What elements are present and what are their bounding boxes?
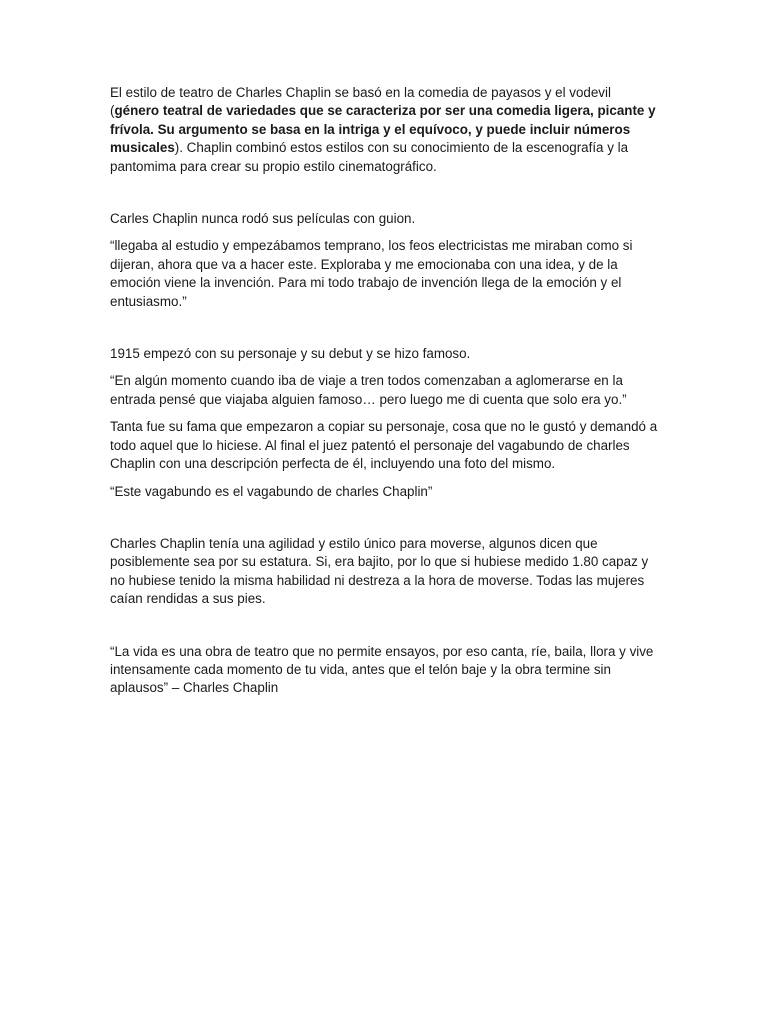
paragraph-chaplin-style-intro: El estilo de teatro de Charles Chaplin se basó en la comedia de payasos y el vodevil ( xyxy=(110,85,611,119)
paragraph-spacer xyxy=(110,474,658,483)
paragraph-chaplin-style-conclusion: ). Chaplin combinó estos estilos con su conocimiento de la escenografía y la pantomima para crear su propio estilo cinematográfico. xyxy=(110,140,629,174)
paragraph-1915-debut: 1915 empezó con su personaje y su debut y se hizo famoso. xyxy=(110,346,471,362)
paragraph-spacer xyxy=(110,363,658,372)
paragraph-spacer xyxy=(110,501,658,535)
paragraph-studio-quote: “llegaba al estudio y empezábamos temprano, los feos electricistas me miraban como si dijeran, ahora que va a hacer este. Exploraba y me emocionaba con una idea, y de la emoción viene la invención. Para mi todo trabajo de invención llega de la emoción y el entusiasmo.” xyxy=(110,238,633,309)
paragraph-spacer xyxy=(110,409,658,418)
paragraph-chaplin-style xyxy=(110,84,658,176)
paragraph-life-quote: “La vida es una obra de teatro que no permite ensayos, por eso canta, ríe, baila, llora y vive intensamente cada momento de tu vida, antes que el telón baje y la obra termine sin aplausos” – Charles Chaplin xyxy=(110,643,654,696)
paragraph-no-script: Carles Chaplin nunca rodó sus películas con guion. xyxy=(110,211,416,227)
document-body xyxy=(110,84,658,698)
paragraph-agility: Charles Chaplin tenía una agilidad y estilo único para moverse, algunos dicen que posiblemente sea por su estatura. Si, era bajito, por lo que si hubiese medido 1.80 capaz y no hubiese tenido la misma habilidad ni destreza a la hora de moverse. Todas las mujeres caían rendidas a sus pies. xyxy=(110,535,649,607)
paragraph-spacer xyxy=(110,176,658,210)
paragraph-spacer xyxy=(110,609,658,643)
paragraph-chaplin-style-vodevil-definition: género teatral de variedades que se caracteriza por ser una comedia ligera, picante y frívola. Su argumento se basa en la intriga y el equívoco, y puede incluir números musicales xyxy=(110,103,656,156)
paragraph-spacer xyxy=(110,228,658,237)
paragraph-fame-lawsuit: Tanta fue su fama que empezaron a copiar su personaje, cosa que no le gustó y demandó a todo aquel que lo hiciese. Al final el juez patentó el personaje del vagabundo de charles Chaplin con una descripción perfecta de él, incluyendo una foto del mismo. xyxy=(110,419,658,472)
paragraph-spacer xyxy=(110,311,658,345)
paragraph-vagabond-quote: “Este vagabundo es el vagabundo de charles Chaplin” xyxy=(110,483,433,499)
paragraph-train-quote: “En algún momento cuando iba de viaje a tren todos comenzaban a aglomerarse en la entrada pensé que viajaba alguien famoso… pero luego me di cuenta que solo era yo.” xyxy=(110,373,627,407)
